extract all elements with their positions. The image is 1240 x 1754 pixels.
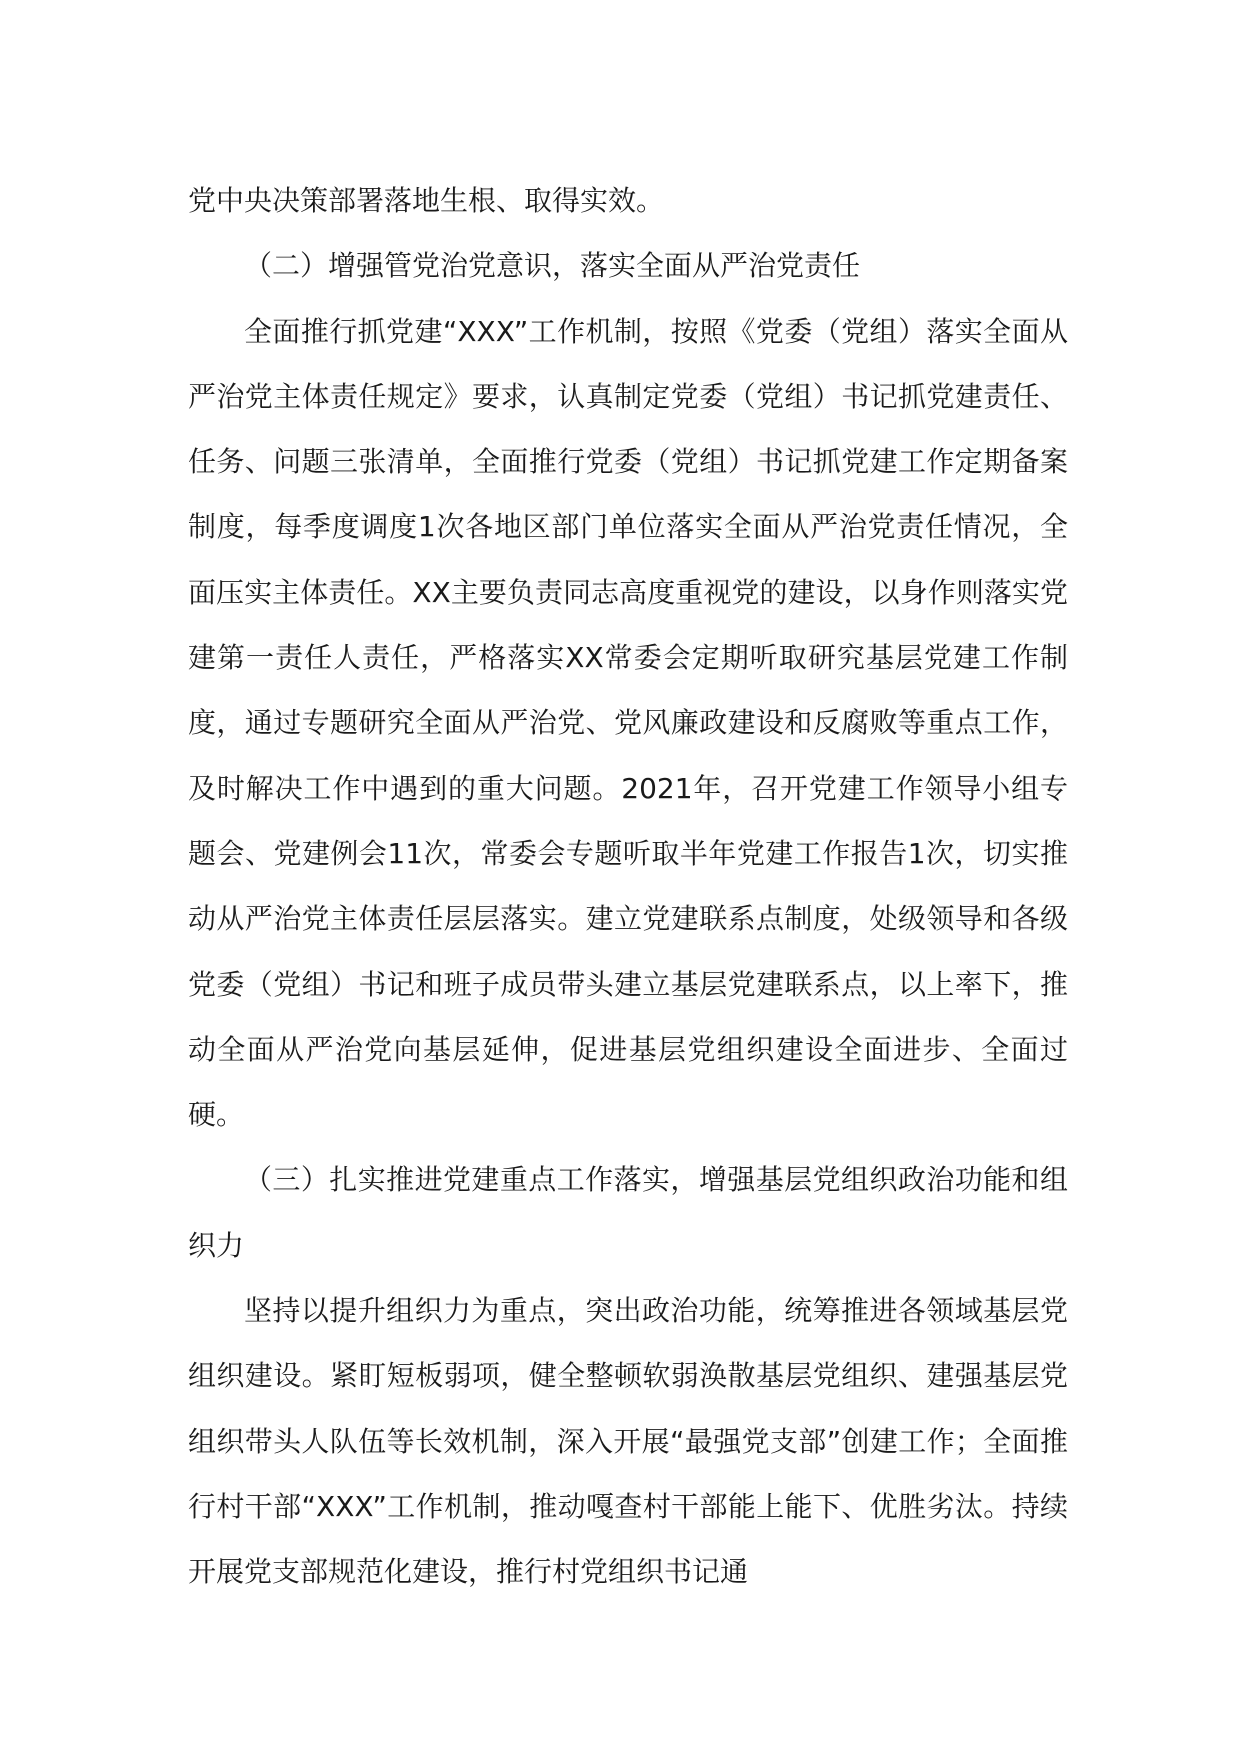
- paragraph-section-2: 全面推行抓党建“XXX”工作机制，按照《党委（党组）落实全面从严治党主体责任规定》要求，认真制定党委（党组）书记抓党建责任、任务、问题三张清单，全面推行党委（党组）书记抓党建工作定期备案制度，每季度调度1次各地区部门单位落实全面从严治党责任情况，全面压实主体责任。XX主要负责同志高度重视党的建设，以身作则落实党建第一责任人责任，严格落实XX常委会定期听取研究基层党建工作制度，通过专题研究全面从严治党、党风廉政建设和反腐败等重点工作，及时解决工作中遇到的重大问题。2021年，召开党建工作领导小组专题会、党建例会11次，常委会专题听取半年党建工作报告1次，切实推动从严治党主体责任层层落实。建立党建联系点制度，处级领导和各级党委（党组）书记和班子成员带头建立基层党建联系点，以上率下，推动全面从严治党向基层延伸，促进基层党组织建设全面进步、全面过硬。: [188, 314, 1068, 1132]
- section-heading-3: （三）扎实推进党建重点工作落实，增强基层党组织政治功能和组织力: [188, 1163, 1068, 1262]
- document-body: [188, 168, 1068, 1605]
- paragraph-section-3: 坚持以提升组织力为重点，突出政治功能，统筹推进各领域基层党组织建设。紧盯短板弱项，健全整顿软弱涣散基层党组织、建强基层党组织带头人队伍等长效机制，深入开展“最强党支部”创建工作；全面推行村干部“XXX”工作机制，推动嘎查村干部能上能下、优胜劣汰。持续开展党支部规范化建设，推行村党组织书记通: [188, 1294, 1068, 1589]
- section-heading-2: （二）增强管党治党意识，落实全面从严治党责任: [244, 249, 861, 283]
- paragraph-continuation: 党中央决策部署落地生根、取得实效。: [188, 184, 665, 217]
